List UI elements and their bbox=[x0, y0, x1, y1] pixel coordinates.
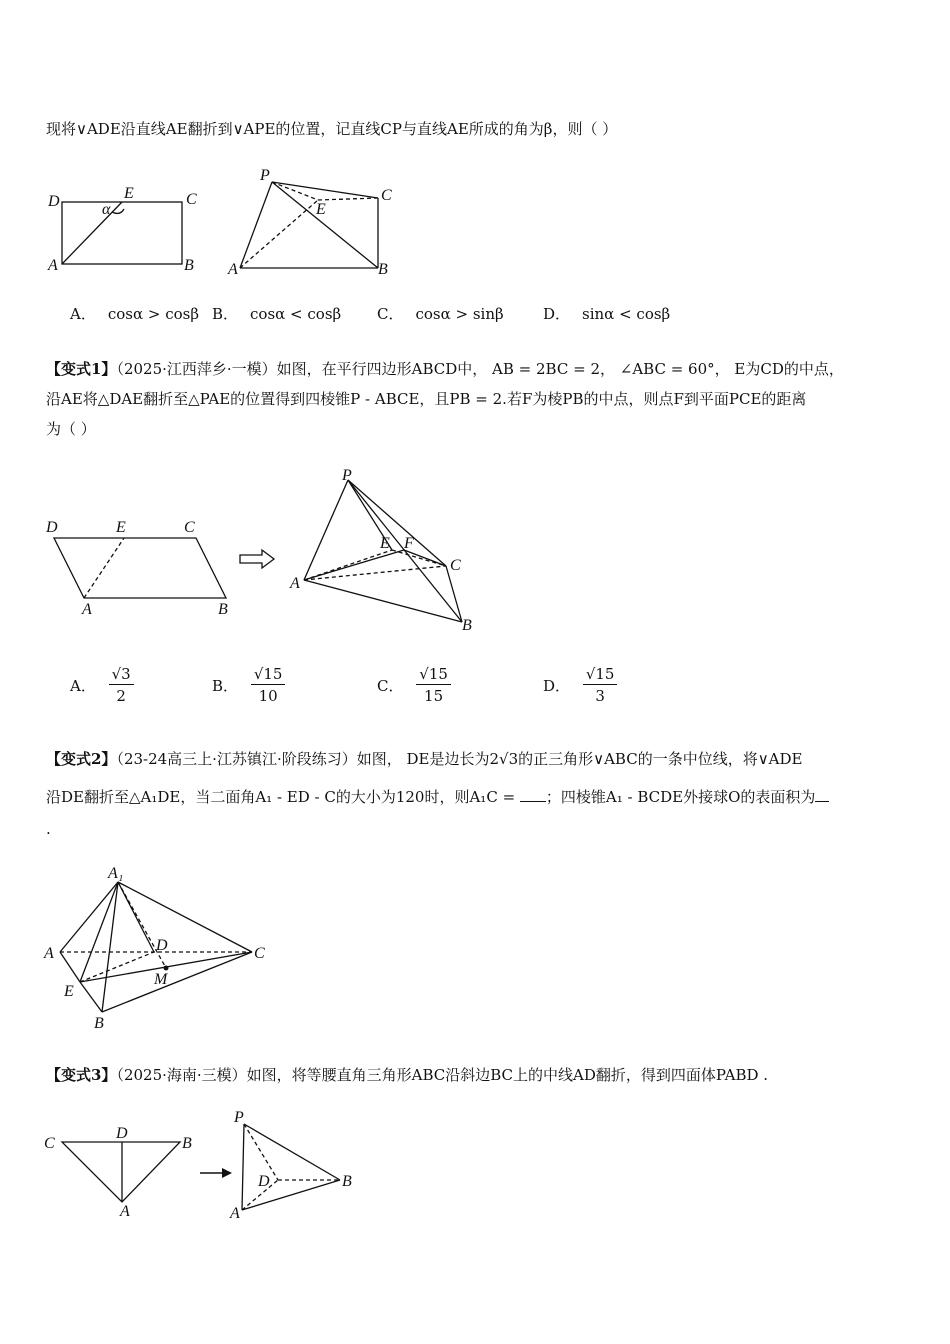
option-d[interactable]: D． sinα < cosβ bbox=[543, 305, 671, 323]
label-a: A bbox=[230, 1205, 240, 1222]
label-c: C bbox=[254, 945, 265, 962]
label-a: A bbox=[44, 945, 54, 962]
variant1-line3: 为（ ） bbox=[46, 420, 96, 438]
figure-parallelogram bbox=[46, 516, 246, 621]
label-c: C bbox=[186, 191, 197, 208]
label-e: E bbox=[64, 983, 74, 1000]
figure-tetrahedron-pabd bbox=[228, 1106, 368, 1221]
label-c: C bbox=[381, 187, 392, 204]
variant1-line2: 沿AE将△DAE翻折至△PAE的位置得到四棱锥P - ABCE，且PB = 2.若F为棱PB的中点，则点F到平面PCE的距离 bbox=[46, 390, 807, 408]
figure-triangle-abc bbox=[44, 1122, 204, 1222]
label-d: D bbox=[46, 519, 58, 536]
label-a: A bbox=[120, 1203, 130, 1220]
point-m bbox=[164, 966, 169, 971]
label-d: D bbox=[116, 1125, 128, 1142]
question-intro: 现将∨ADE沿直线AE翻折到∨APE的位置，记直线CP与直线AE所成的角为β，则（ ） bbox=[46, 120, 618, 138]
variant1-line1: 【变式1】（2025·江西萍乡·一模）如图，在平行四边形ABCD中， AB = 2BC = 2， ∠ABC = 60°， E为CD的中点， bbox=[46, 360, 844, 378]
label-d: D bbox=[258, 1173, 270, 1190]
figure-folded-ape bbox=[228, 166, 403, 281]
label-e: E bbox=[380, 535, 390, 552]
variant2-line1: 【变式2】（23-24高三上·江苏镇江·阶段练习）如图， DE是边长为2√3的正三角形∨ABC的一条中位线，将∨ADE bbox=[46, 750, 803, 768]
answer-blank-2[interactable] bbox=[815, 787, 829, 802]
label-p: P bbox=[260, 167, 270, 184]
label-b: B bbox=[218, 601, 228, 618]
label-e: E bbox=[116, 519, 126, 536]
figure-rectangle-abcd bbox=[46, 182, 206, 277]
label-b: B bbox=[184, 257, 194, 274]
option-c[interactable]: C． cosα > sinβ bbox=[377, 305, 504, 323]
label-d: D bbox=[48, 193, 60, 210]
label-c: C bbox=[450, 557, 461, 574]
variant1-option-a[interactable]: A． $\frac{√3}{2}$ bbox=[70, 664, 134, 707]
segment-ae bbox=[62, 202, 122, 264]
option-a[interactable]: A． cosα > cosβ bbox=[70, 305, 200, 323]
label-f: F bbox=[404, 535, 414, 552]
label-b: B bbox=[94, 1015, 104, 1032]
answer-blank-1[interactable] bbox=[520, 787, 546, 802]
variant1-option-b[interactable]: B． $\frac{√15}{10}$ bbox=[212, 664, 285, 707]
option-b[interactable]: B． cosα < cosβ bbox=[212, 305, 342, 323]
fold-arrow-icon bbox=[238, 548, 278, 570]
figure-pyramid-a1bcde bbox=[42, 860, 282, 1035]
label-c: C bbox=[44, 1135, 55, 1152]
label-p: P bbox=[234, 1109, 244, 1126]
figure-pyramid-pabce bbox=[288, 466, 483, 636]
variant1-option-d[interactable]: D． $\frac{√15}{3}$ bbox=[543, 664, 617, 707]
variant2-line3: . bbox=[46, 820, 51, 838]
variant2-line2: 沿DE翻折至△A₁DE，当二面角A₁ - ED - C的大小为120时，则A₁C = ；四棱锥A₁ - BCDE外接球O的表面积为 bbox=[46, 784, 910, 810]
variant1-option-c[interactable]: C． $\frac{√15}{15}$ bbox=[377, 664, 451, 707]
label-e: E bbox=[124, 185, 134, 202]
variant3-line1: 【变式3】（2025·海南·三模）如图，将等腰直角三角形ABC沿斜边BC上的中线AD翻折，得到四面体PABD . bbox=[46, 1066, 769, 1084]
label-b: B bbox=[342, 1173, 352, 1190]
label-a: A bbox=[48, 257, 58, 274]
label-c: C bbox=[184, 519, 195, 536]
label-alpha: α bbox=[102, 201, 111, 218]
label-p: P bbox=[342, 467, 352, 484]
label-b: B bbox=[462, 617, 472, 634]
label-a: A bbox=[82, 601, 92, 618]
label-b: B bbox=[182, 1135, 192, 1152]
label-a: A bbox=[290, 575, 300, 592]
label-m: M bbox=[154, 971, 168, 988]
label-e: E bbox=[316, 201, 326, 218]
label-a1: A₁ bbox=[108, 865, 124, 882]
label-b: B bbox=[378, 261, 388, 278]
label-d: D bbox=[156, 937, 168, 954]
label-a: A bbox=[228, 261, 238, 278]
